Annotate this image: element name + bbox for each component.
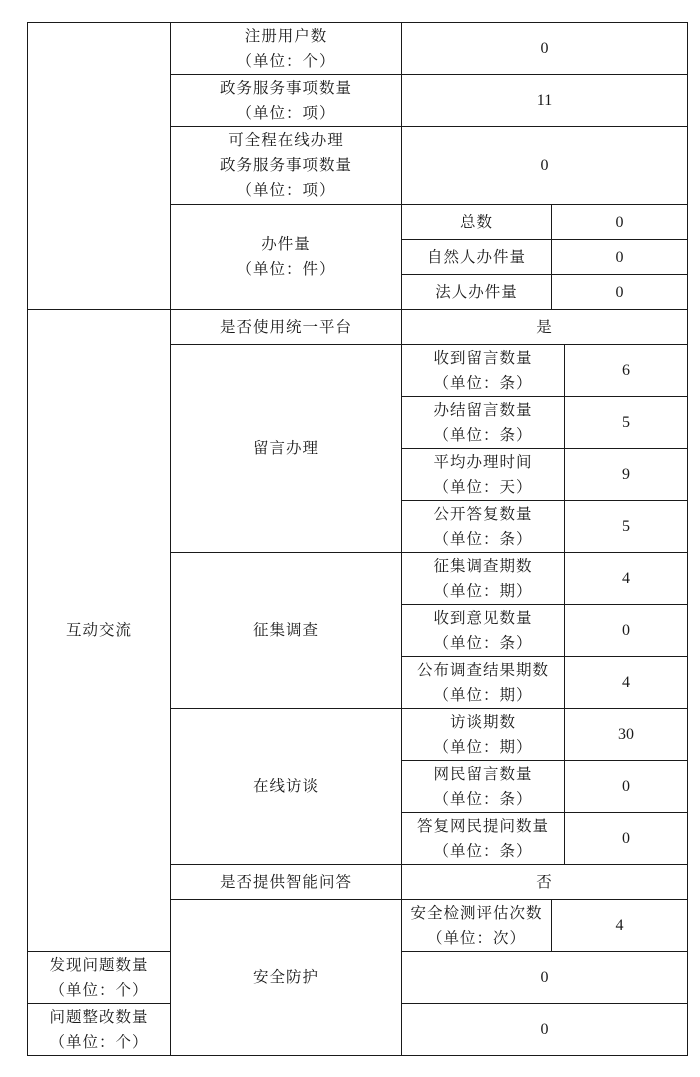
sub-value: 0 — [552, 205, 688, 240]
table-row — [28, 23, 688, 75]
row-label: 发现问题数量 （单位：个） — [28, 952, 171, 1004]
sub-value: 5 — [565, 397, 688, 449]
row-label: 是否使用统一平台 — [171, 310, 402, 345]
section-label: 安全防护 — [171, 900, 402, 1056]
sub-label: 法人办件量 — [402, 275, 552, 310]
sub-value: 6 — [565, 345, 688, 397]
sub-value: 0 — [565, 813, 688, 865]
row-value: 是 — [402, 310, 688, 345]
row-value: 0 — [402, 127, 688, 205]
sub-label: 收到意见数量 （单位：条） — [402, 605, 565, 657]
statistics-table — [27, 22, 688, 1056]
sub-label: 收到留言数量 （单位：条） — [402, 345, 565, 397]
group-label: 在线访谈 — [171, 709, 402, 865]
section-cell-empty — [28, 23, 171, 310]
row-value: 0 — [402, 1004, 688, 1056]
table-row — [28, 310, 688, 345]
row-value: 否 — [402, 865, 688, 900]
row-label: 可全程在线办理 政务服务事项数量 （单位：项） — [171, 127, 402, 205]
sub-value: 4 — [565, 553, 688, 605]
sub-label: 征集调查期数 （单位：期） — [402, 553, 565, 605]
sub-label: 平均办理时间 （单位：天） — [402, 449, 565, 501]
section-label: 互动交流 — [28, 310, 171, 952]
sub-label: 公开答复数量 （单位：条） — [402, 501, 565, 553]
row-value: 0 — [402, 952, 688, 1004]
row-value: 11 — [402, 75, 688, 127]
row-label: 注册用户数 （单位：个） — [171, 23, 402, 75]
row-label: 安全检测评估次数 （单位：次） — [402, 900, 552, 952]
sub-label: 答复网民提问数量 （单位：条） — [402, 813, 565, 865]
sub-value: 0 — [552, 275, 688, 310]
sub-label: 公布调查结果期数 （单位：期） — [402, 657, 565, 709]
row-label: 办件量 （单位：件） — [171, 205, 402, 310]
sub-value: 0 — [552, 240, 688, 275]
group-label: 征集调查 — [171, 553, 402, 709]
sub-label: 访谈期数 （单位：期） — [402, 709, 565, 761]
group-label: 留言办理 — [171, 345, 402, 553]
row-value: 4 — [552, 900, 688, 952]
row-label: 政务服务事项数量 （单位：项） — [171, 75, 402, 127]
sub-label: 网民留言数量 （单位：条） — [402, 761, 565, 813]
sub-value: 9 — [565, 449, 688, 501]
sub-label: 自然人办件量 — [402, 240, 552, 275]
row-label: 问题整改数量 （单位：个） — [28, 1004, 171, 1056]
row-label: 是否提供智能问答 — [171, 865, 402, 900]
sub-label: 办结留言数量 （单位：条） — [402, 397, 565, 449]
sub-value: 0 — [565, 605, 688, 657]
sub-value: 0 — [565, 761, 688, 813]
sub-value: 5 — [565, 501, 688, 553]
sub-label: 总数 — [402, 205, 552, 240]
row-value: 0 — [402, 23, 688, 75]
sub-value: 4 — [565, 657, 688, 709]
sub-value: 30 — [565, 709, 688, 761]
